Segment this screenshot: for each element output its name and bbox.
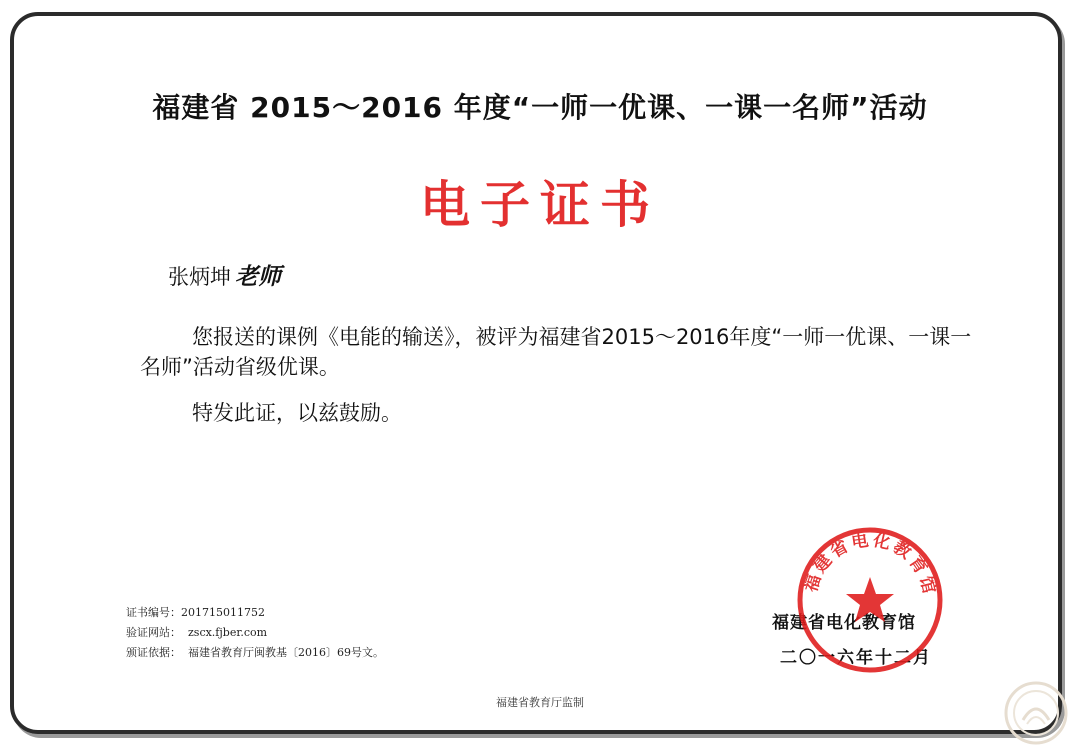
basis-label: 颁证依据： [126, 646, 181, 659]
verify-site-row [126, 623, 384, 643]
cert-number-row [126, 603, 384, 623]
recipient-name: 张炳坤 [168, 265, 231, 289]
basis-row [126, 643, 384, 663]
cert-number: 201715011752 [181, 606, 265, 619]
body-paragraph-1: 您报送的课例《电能的输送》，被评为福建省2015～2016年度“一师一优课、一课一名师”活动省级优课。 [140, 325, 972, 379]
official-seal-icon [795, 525, 945, 675]
verify-site: zscx.fjber.com [188, 626, 268, 639]
recipient-honorific: 老师 [235, 263, 281, 290]
certificate-info [126, 603, 384, 663]
issue-date: 二〇一六年十二月 [780, 648, 932, 668]
certificate-title: 福建省 2015～2016 年度“一师一优课、一课一名师”活动 [152, 91, 928, 124]
basis-text: 福建省教育厅闽教基〔2016〕69号文。 [188, 646, 384, 659]
body-paragraph-2: 特发此证，以兹鼓励。 [192, 401, 402, 425]
verify-site-label: 验证网站： [126, 626, 181, 639]
seal-text: 福建省电化教育馆 [801, 530, 940, 599]
recipient [168, 258, 281, 291]
certificate-body [140, 322, 980, 428]
issuer-name: 福建省电化教育馆 [772, 613, 916, 633]
watermark-logo-icon [1003, 680, 1069, 746]
cert-number-label: 证书编号： [126, 606, 181, 619]
supervision-footer: 福建省教育厅监制 [496, 696, 584, 709]
certificate-heading: 电子证书 [420, 175, 660, 234]
